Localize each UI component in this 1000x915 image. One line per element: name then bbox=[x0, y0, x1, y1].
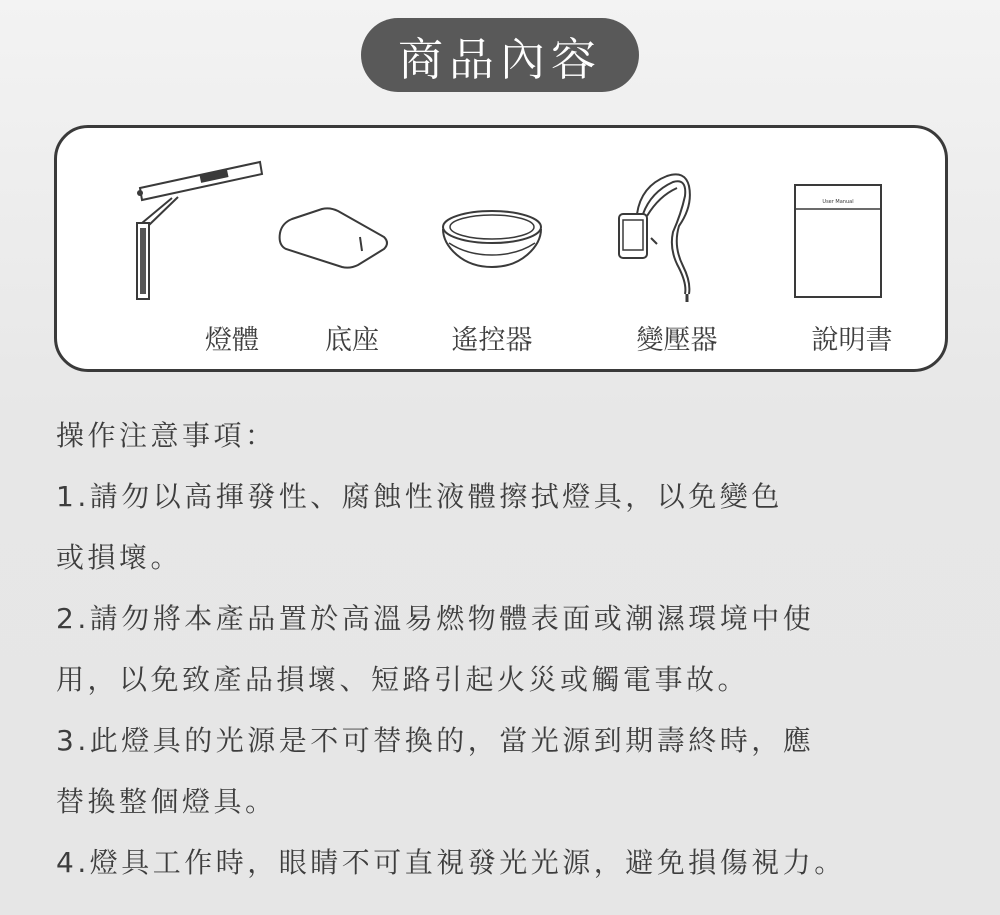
item-base bbox=[267, 128, 427, 369]
manual-icon bbox=[793, 183, 893, 303]
notes-line: 4.燈具工作時，眼睛不可直視發光光源，避免損傷視力。 bbox=[56, 846, 846, 879]
operation-notes bbox=[56, 405, 956, 893]
remote-control-icon bbox=[437, 203, 547, 283]
item-remote bbox=[427, 128, 587, 369]
power-adapter-icon bbox=[607, 166, 717, 306]
item-label-base: 底座 bbox=[325, 325, 379, 356]
item-adapter bbox=[597, 128, 757, 369]
item-label-lamp: 燈體 bbox=[205, 325, 259, 356]
section-title: 商品內容 bbox=[397, 32, 602, 86]
manual-cover-text: User Manual bbox=[822, 199, 854, 205]
section-title-pill bbox=[361, 18, 639, 92]
package-contents-box bbox=[54, 125, 948, 372]
item-manual bbox=[777, 128, 937, 369]
notes-line: 或損壞。 bbox=[56, 541, 183, 574]
notes-line: 替換整個燈具。 bbox=[56, 785, 277, 818]
notes-line: 2.請勿將本產品置於高溫易燃物體表面或潮濕環境中使 bbox=[56, 602, 815, 635]
item-lamp bbox=[112, 128, 272, 369]
desk-lamp-icon bbox=[112, 128, 272, 308]
notes-line: 1.請勿以高揮發性、腐蝕性液體擦拭燈具，以免變色 bbox=[56, 480, 783, 513]
notes-line: 用，以免致產品損壞、短路引起火災或觸電事故。 bbox=[56, 663, 750, 696]
item-label-manual: 說明書 bbox=[811, 325, 893, 356]
notes-line: 3.此燈具的光源是不可替換的，當光源到期壽終時，應 bbox=[56, 724, 815, 757]
item-label-remote: 遙控器 bbox=[451, 325, 533, 356]
item-label-adapter: 變壓器 bbox=[636, 325, 718, 356]
notes-heading: 操作注意事項： bbox=[56, 419, 277, 452]
base-plate-icon bbox=[272, 203, 402, 293]
